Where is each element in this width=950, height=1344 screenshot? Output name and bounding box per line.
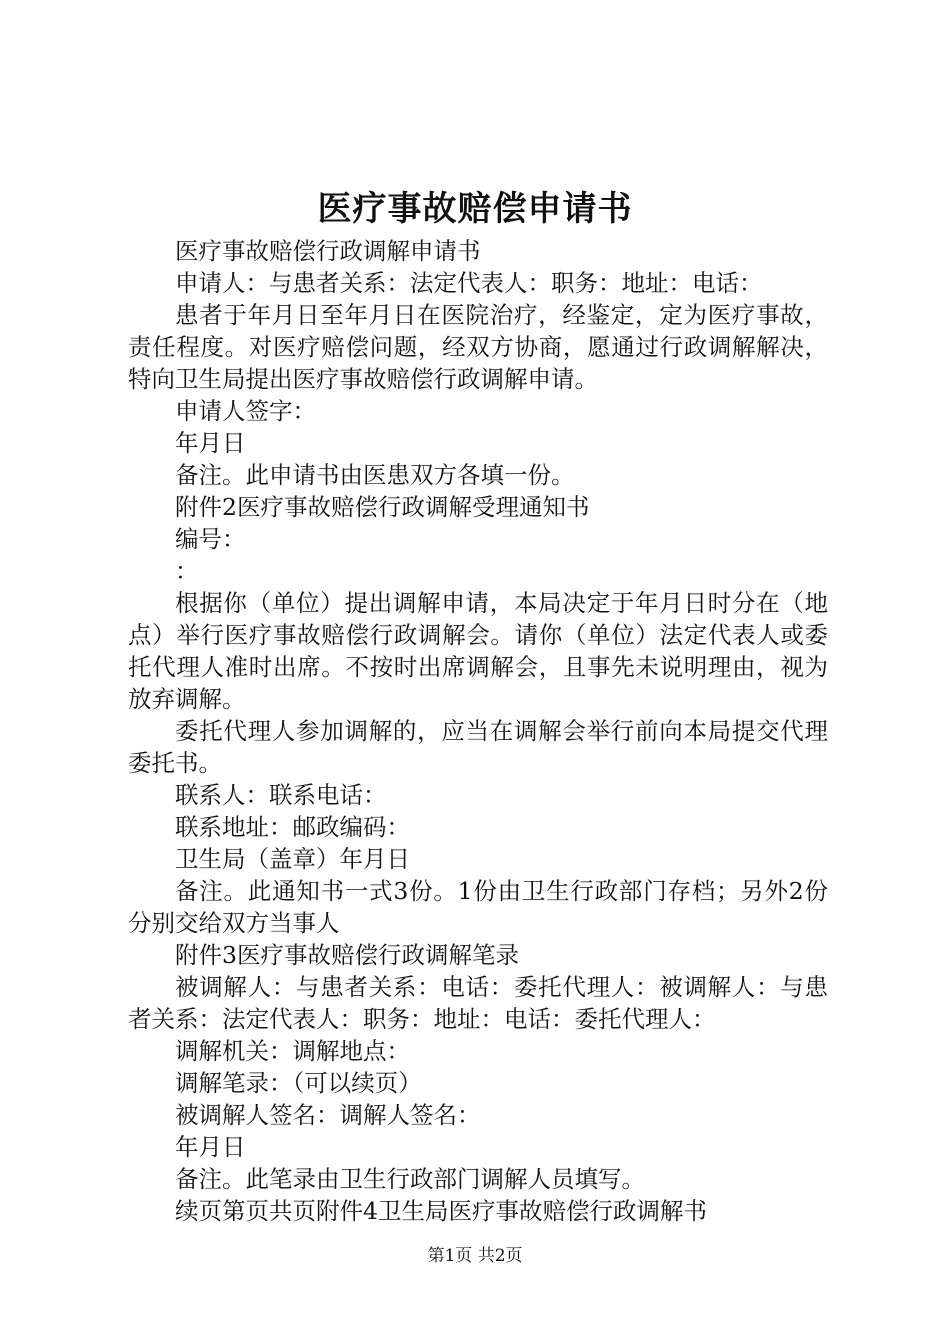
paragraph: 附件3医疗事故赔偿行政调解笔录 <box>175 941 519 969</box>
document-title: 医疗事故赔偿申请书 <box>317 189 633 229</box>
paragraph: 附件2医疗事故赔偿行政调解受理通知书 <box>175 493 590 521</box>
paragraph: 根据你（单位）提出调解申请，本局决定于年月日时分在（地点）举行医疗事故赔偿行政调解会。请你（单位）法定代表人或委托代理人准时出席。不按时出席调解会，且事先未说明理由，视为放弃调解。 <box>128 589 828 713</box>
paragraph: 备注。此申请书由医患双方各填一份。 <box>175 461 575 489</box>
paragraph: 被调解人：与患者关系：电话：委托代理人：被调解人：与患者关系：法定代表人：职务：地址：电话：委托代理人： <box>128 973 828 1033</box>
paragraph: 备注。此笔录由卫生行政部门调解人员填写。 <box>175 1165 645 1193</box>
paragraph: 调解机关：调解地点： <box>175 1037 410 1065</box>
paragraph: 联系地址：邮政编码： <box>175 813 410 841</box>
paragraph: 申请人：与患者关系：法定代表人：职务：地址：电话： <box>175 269 763 297</box>
paragraph: 申请人签字： <box>175 397 316 425</box>
paragraph: 委托代理人参加调解的，应当在调解会举行前向本局提交代理委托书。 <box>128 717 828 777</box>
paragraph: 年月日 <box>175 1133 246 1161</box>
paragraph: 患者于年月日至年月日在医院治疗，经鉴定，定为医疗事故，责任程度。对医疗赔偿问题，经双方协商，愿通过行政调解解决，特向卫生局提出医疗事故赔偿行政调解申请。 <box>128 301 828 393</box>
paragraph: 调解笔录：（可以续页） <box>175 1069 422 1097</box>
document-body <box>128 235 828 1227</box>
paragraph: 被调解人签名：调解人签名： <box>175 1101 481 1129</box>
paragraph: 续页第页共页附件4卫生局医疗事故赔偿行政调解书 <box>175 1197 707 1225</box>
page-footer: 第1页 共2页 <box>427 1246 523 1266</box>
paragraph: 备注。此通知书一式3份。1份由卫生行政部门存档；另外2份分别交给双方当事人 <box>128 877 828 937</box>
paragraph: 年月日 <box>175 429 246 457</box>
paragraph: 联系人：联系电话： <box>175 781 387 809</box>
paragraph: 编号： <box>175 525 246 553</box>
paragraph: ： <box>175 557 199 585</box>
paragraph: 卫生局（盖章）年月日 <box>175 845 410 873</box>
paragraph: 医疗事故赔偿行政调解申请书 <box>175 237 481 265</box>
